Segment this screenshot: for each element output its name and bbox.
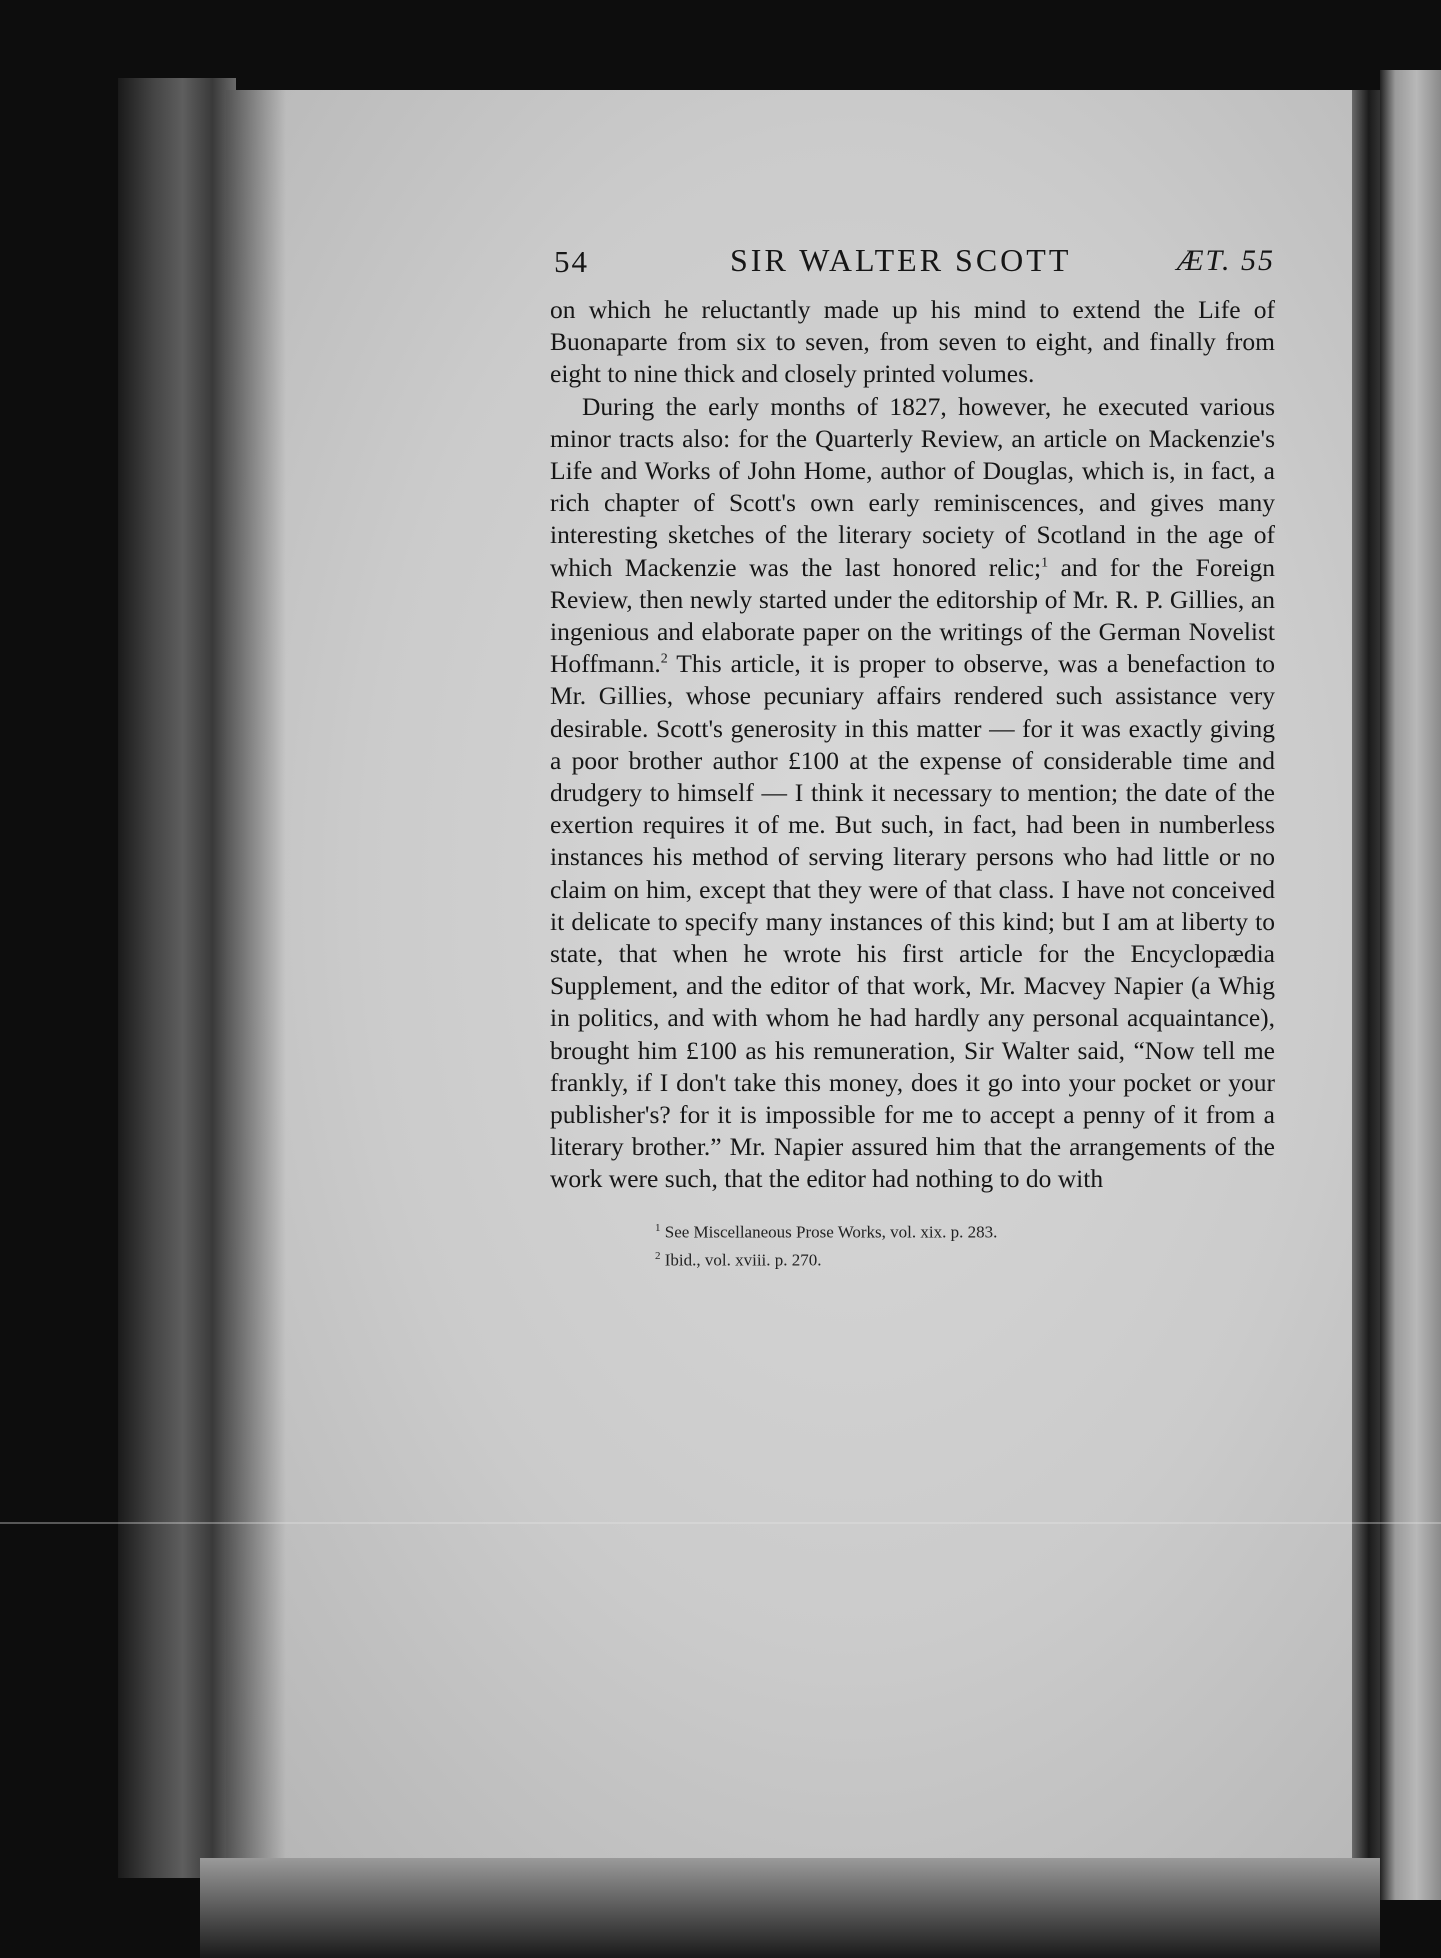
book-spine-edge bbox=[118, 78, 236, 1878]
running-head bbox=[550, 240, 1275, 288]
age-marker: ÆT. 55 bbox=[1176, 244, 1275, 277]
page-shadow bbox=[226, 90, 286, 1860]
footnote bbox=[655, 1216, 1275, 1245]
running-title: SIR WALTER SCOTT bbox=[730, 242, 1072, 278]
page-bottom-edge bbox=[200, 1858, 1380, 1958]
footnote-reference: 2 bbox=[660, 651, 668, 667]
page-text-block bbox=[550, 240, 1275, 1273]
paragraph bbox=[550, 294, 1275, 391]
footnote-reference: 1 bbox=[1041, 555, 1049, 571]
paragraph-text: This article, it is proper to observe, was a benefaction to Mr. Gillies, whose pecuniary affairs rendered such assistance very desirable. Scott's generosity in this matter — for it was exactly giving a poor brother author £100 at the expense of considerable time and drudgery to himself — I think it necessary to mention; the date of the exertion requires it of me. But such, in fact, had been in numberless instances his method of serving literary persons who had little or no claim on him, except that they were of that class. I have not conceived it delicate to specify many instances of this kind; but I am at liberty to state, that when he wrote his first article for the Encyclopædia Supplement, and the editor of that work, Mr. Macvey Napier (a Whig in politics, and with whom he had hardly any personal acquaintance), brought him £100 as his remuneration, Sir Walter said, “Now tell me frankly, if I don't take this money, does it go into your pocket or your publisher's? for it is impossible for me to accept a penny of it from a literary brother.” Mr. Napier assured him that the arrangements of the work were such, that the editor had nothing to do with bbox=[550, 649, 1275, 1194]
page-gutter bbox=[1352, 90, 1380, 1880]
footnote-text: See Miscellaneous Prose Works, vol. xix. p. 283. bbox=[660, 1222, 998, 1242]
paragraph-text: During the early months of 1827, however, he executed various minor tracts also: for the Quarterly Review, an article on Mackenzie's Life and Works of John Home, author of Douglas, which is, in fact, a rich chapter of Scott's own early reminiscences, and gives many interesting sketches of the literary society of Scotland in the age of which Mackenzie was the last honored relic; bbox=[550, 391, 1275, 582]
paragraph-text: and for the Foreign Review, then newly started under the editorship of Mr. R. P. Gillies, an ingenious and elaborate paper on the writings of the German Novelist Hoffmann. bbox=[550, 552, 1275, 679]
page-number: 54 bbox=[554, 244, 589, 279]
footnote bbox=[655, 1244, 1275, 1273]
paragraph-text: on which he reluctantly made up his mind to extend the Life of Buonaparte from six to seven, from seven to eight, and finally from eight to nine thick and closely printed volumes. bbox=[550, 295, 1275, 389]
footnote-mark: 1 bbox=[655, 1221, 661, 1234]
scan-artifact-line bbox=[0, 1522, 1441, 1524]
footnote-mark: 2 bbox=[655, 1250, 661, 1263]
footnote-text: Ibid., vol. xviii. p. 270. bbox=[660, 1251, 822, 1270]
body-text bbox=[550, 294, 1275, 1196]
footnotes bbox=[550, 1216, 1275, 1273]
paragraph bbox=[550, 391, 1275, 1196]
facing-page-strip bbox=[1380, 70, 1441, 1900]
